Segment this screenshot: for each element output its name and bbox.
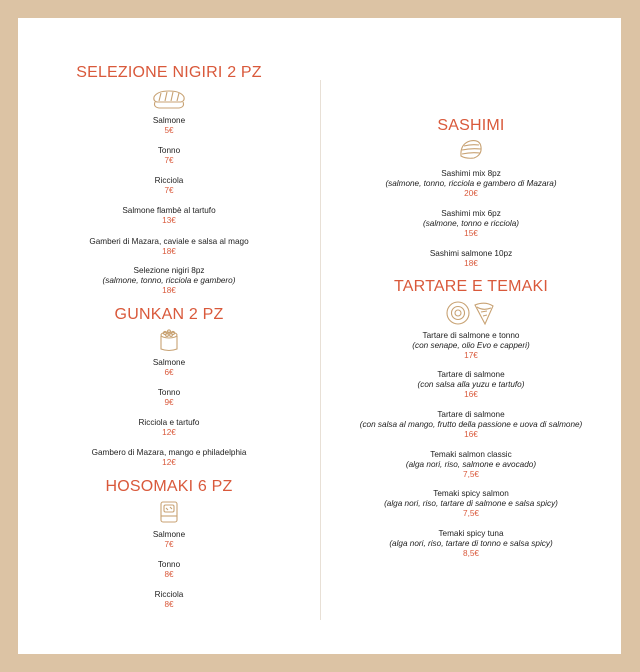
item-name: Ricciola <box>154 590 184 599</box>
menu-item <box>321 209 621 239</box>
item-price: 7€ <box>164 540 174 549</box>
section-title-gunkan: GUNKAN 2 PZ <box>114 306 224 323</box>
item-name: Gambero di Mazara, mango e philadelphia <box>91 448 247 457</box>
item-price: 12€ <box>162 458 176 467</box>
item-name: Tartare di salmone <box>437 370 505 379</box>
item-name: Salmone flambè al tartufo <box>122 206 216 215</box>
item-price: 20€ <box>464 189 478 198</box>
menu-item <box>18 590 320 610</box>
menu-item <box>18 116 320 136</box>
section-title-hosomaki: HOSOMAKI 6 PZ <box>105 478 233 495</box>
section-title-sashimi: SASHIMI <box>437 117 505 134</box>
section-title-nigiri: SELEZIONE NIGIRI 2 PZ <box>76 64 262 81</box>
item-name: Ricciola <box>154 176 184 185</box>
tartare-temaki-icons <box>445 300 497 326</box>
gunkan-icon <box>158 328 180 352</box>
item-price: 18€ <box>162 286 176 295</box>
item-name: Sashimi mix 8pz <box>441 169 501 178</box>
menu-item <box>18 560 320 580</box>
item-price: 8,5€ <box>463 549 479 558</box>
item-price: 7,5€ <box>463 470 479 479</box>
item-name: Salmone <box>152 358 186 367</box>
sashimi-icon <box>458 138 484 160</box>
menu-item <box>321 410 621 440</box>
nigiri-icon <box>151 88 187 110</box>
item-name: Tonno <box>157 560 181 569</box>
item-price: 7,5€ <box>463 509 479 518</box>
item-description: (alga nori, riso, tartare di tonno e salsa spicy) <box>389 539 553 548</box>
item-price: 8€ <box>164 600 174 609</box>
item-price: 15€ <box>464 229 478 238</box>
item-price: 13€ <box>162 216 176 225</box>
item-price: 9€ <box>164 398 174 407</box>
menu-item <box>18 448 320 468</box>
item-name: Temaki spicy salmon <box>433 489 509 498</box>
item-description: (salmone, tonno, ricciola e gambero di Mazara) <box>385 179 557 188</box>
menu-item <box>18 237 320 257</box>
item-description: (salmone, tonno e ricciola) <box>422 219 520 228</box>
menu-item <box>18 530 320 550</box>
menu-item <box>321 489 621 519</box>
menu-item <box>18 266 320 296</box>
menu-item <box>18 176 320 196</box>
item-name: Salmone <box>152 116 186 125</box>
item-name: Temaki salmon classic <box>430 450 512 459</box>
menu-item <box>321 529 621 559</box>
item-price: 5€ <box>164 126 174 135</box>
item-name: Tonno <box>157 388 181 397</box>
item-description: (con senape, olio Evo e capperi) <box>412 341 530 350</box>
item-description: (salmone, tonno, ricciola e gambero) <box>102 276 236 285</box>
menu-item <box>321 169 621 199</box>
item-price: 6€ <box>164 368 174 377</box>
menu-item <box>18 418 320 438</box>
item-price: 17€ <box>464 351 478 360</box>
item-name: Sashimi salmone 10pz <box>429 249 513 258</box>
item-name: Salmone <box>152 530 186 539</box>
item-name: Gamberi di Mazara, caviale e salsa al mago <box>89 237 249 246</box>
item-name: Ricciola e tartufo <box>138 418 200 427</box>
item-price: 7€ <box>164 186 174 195</box>
item-name: Selezione nigiri 8pz <box>133 266 205 275</box>
item-name: Temaki spicy tuna <box>438 529 504 538</box>
item-description: (con salsa alla yuzu e tartufo) <box>417 380 525 389</box>
item-price: 8€ <box>164 570 174 579</box>
item-price: 12€ <box>162 428 176 437</box>
item-price: 16€ <box>464 430 478 439</box>
item-name: Tartare di salmone <box>437 410 505 419</box>
menu-item <box>321 450 621 480</box>
item-price: 16€ <box>464 390 478 399</box>
menu-item <box>321 370 621 400</box>
menu-item <box>18 146 320 166</box>
section-title-tartare-temaki: TARTARE E TEMAKI <box>393 278 549 295</box>
item-description: (con salsa al mango, frutto della passione e uova di salmone) <box>359 420 583 429</box>
hosomaki-icon <box>158 499 180 525</box>
item-price: 18€ <box>464 259 478 268</box>
menu-page <box>18 18 621 654</box>
item-description: (alga nori, riso, salmone e avocado) <box>405 460 537 469</box>
temaki-icon <box>475 303 493 324</box>
item-name: Sashimi mix 6pz <box>441 209 501 218</box>
menu-item <box>321 331 621 361</box>
item-price: 7€ <box>164 156 174 165</box>
tartare-icon <box>447 302 469 324</box>
menu-item <box>18 388 320 408</box>
item-name: Tartare di salmone e tonno <box>422 331 520 340</box>
item-name: Tonno <box>157 146 181 155</box>
item-price: 18€ <box>162 247 176 256</box>
menu-item <box>321 249 621 269</box>
item-description: (alga nori, riso, tartare di salmone e salsa spicy) <box>384 499 558 508</box>
menu-item <box>18 206 320 226</box>
menu-item <box>18 358 320 378</box>
